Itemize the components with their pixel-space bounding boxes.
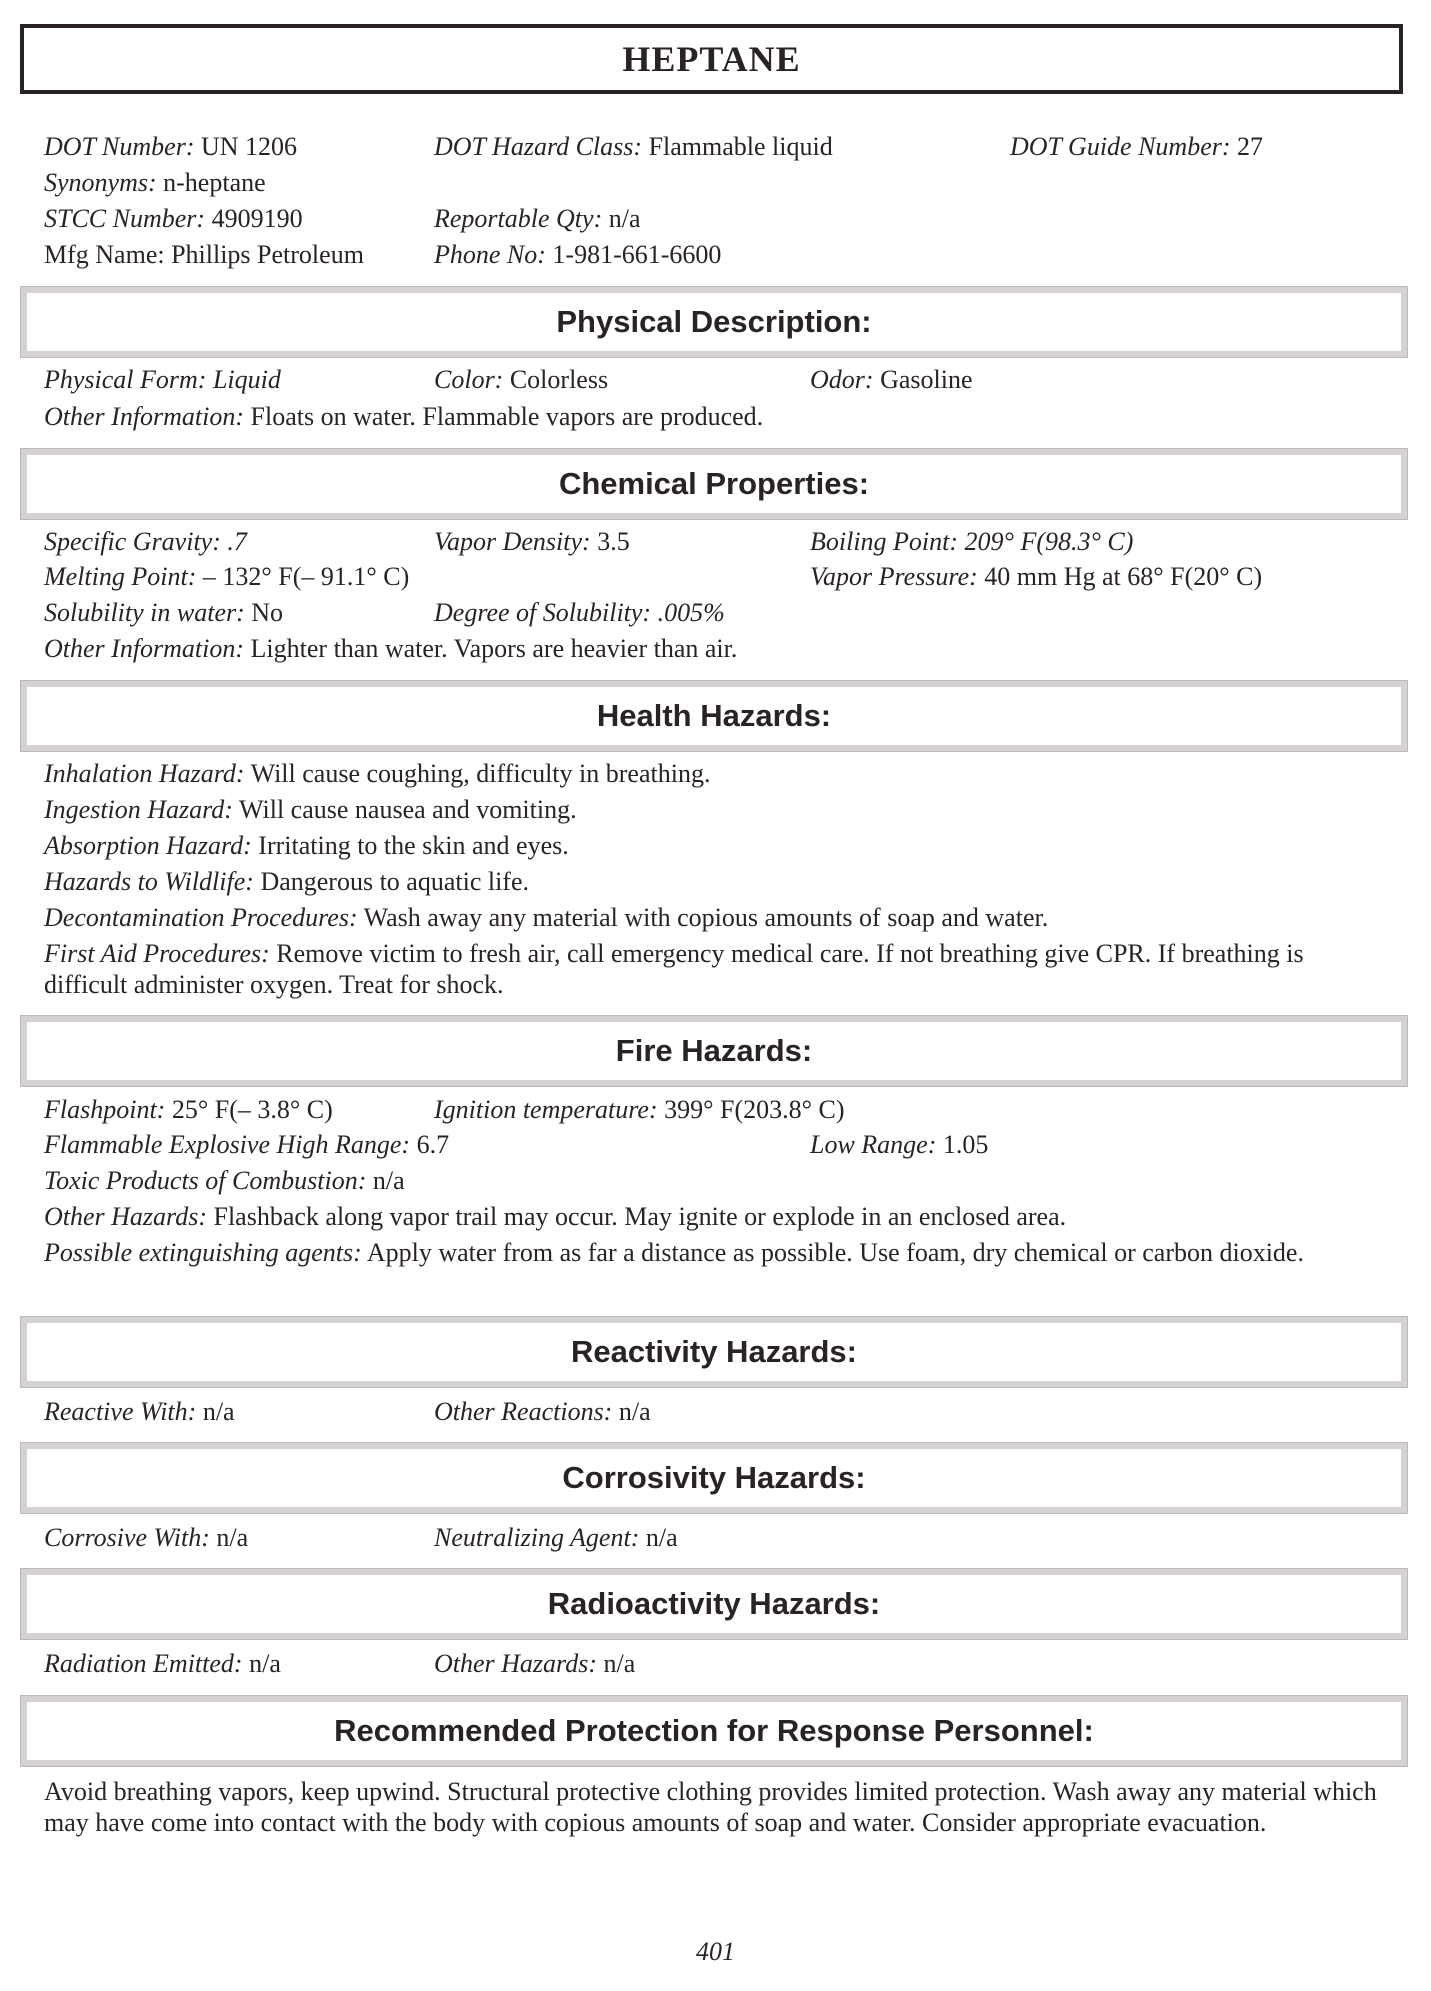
protection-heading: Recommended Protection for Response Personnel: [20,1695,1408,1767]
reportable-qty: Reportable Qty: n/a [434,204,641,233]
protection-text: Avoid breathing vapors, keep upwind. Structural protective clothing provides limited protection. Wash away any material which may have come into contact with the body with copious amounts of soap and water. Consider appropriate evacuation. [44,1777,1377,1837]
first-aid-procedures: First Aid Procedures: Remove victim to fresh air, call emergency medical care. If not breathing give CPR. If breathing is difficult administer oxygen. Treat for shock. [44,939,1304,999]
phone-number: Phone No: 1-981-661-6600 [434,240,722,269]
extinguishing-agents: Possible extinguishing agents: Apply water from as far a distance as possible. Use foam, dry chemical or carbon dioxide. [44,1238,1304,1267]
flashpoint: Flashpoint: 25° F(– 3.8° C) [44,1095,333,1124]
vapor-density: Vapor Density: 3.5 [434,527,630,556]
mfg-name: Mfg Name: Phillips Petroleum [44,240,364,269]
physical-form: Physical Form: Liquid [44,365,281,394]
boiling-point: Boiling Point: 209° F(98.3° C) [810,527,1134,556]
health-hazards-heading: Health Hazards: [20,680,1408,752]
reactivity-hazards-heading: Reactivity Hazards: [20,1316,1408,1388]
chemical-properties-heading: Chemical Properties: [20,448,1408,520]
hazards-to-wildlife: Hazards to Wildlife: Dangerous to aquatic life. [44,867,530,896]
synonyms: Synonyms: n-heptane [44,168,266,197]
ingestion-hazard: Ingestion Hazard: Will cause nausea and vomiting. [44,795,577,824]
neutralizing-agent: Neutralizing Agent: n/a [434,1523,678,1552]
physical-description-heading: Physical Description: [20,286,1408,358]
page-number: 401 [696,1937,735,1966]
odor: Odor: Gasoline [810,365,973,394]
low-range: Low Range: 1.05 [810,1130,989,1159]
other-reactions: Other Reactions: n/a [434,1397,651,1426]
radiation-emitted: Radiation Emitted: n/a [44,1649,281,1678]
degree-of-solubility: Degree of Solubility: .005% [434,598,725,627]
radioactivity-hazards-heading: Radioactivity Hazards: [20,1568,1408,1640]
stcc-number: STCC Number: 4909190 [44,204,303,233]
title-box [20,24,1403,94]
corrosive-with: Corrosive With: n/a [44,1523,249,1552]
dot-number: DOT Number: UN 1206 [44,132,298,161]
toxic-products-of-combustion: Toxic Products of Combustion: n/a [44,1166,405,1195]
corrosivity-hazards-heading: Corrosivity Hazards: [20,1442,1408,1514]
other-radio-hazards: Other Hazards: n/a [434,1649,636,1678]
inhalation-hazard: Inhalation Hazard: Will cause coughing, difficulty in breathing. [44,759,711,788]
reactive-with: Reactive With: n/a [44,1397,235,1426]
other-fire-hazards: Other Hazards: Flashback along vapor trail may occur. May ignite or explode in an enclosed area. [44,1202,1067,1231]
ignition-temperature: Ignition temperature: 399° F(203.8° C) [434,1095,845,1124]
flammable-high-range: Flammable Explosive High Range: 6.7 [44,1130,450,1159]
vapor-pressure: Vapor Pressure: 40 mm Hg at 68° F(20° C) [810,562,1263,591]
decontamination-procedures: Decontamination Procedures: Wash away any material with copious amounts of soap and water. [44,903,1049,932]
color: Color: Colorless [434,365,609,394]
absorption-hazard: Absorption Hazard: Irritating to the skin and eyes. [44,831,569,860]
specific-gravity: Specific Gravity: .7 [44,527,247,556]
solubility-in-water: Solubility in water: No [44,598,284,627]
dot-hazard-class: DOT Hazard Class: Flammable liquid [434,132,833,161]
fire-hazards-heading: Fire Hazards: [20,1015,1408,1087]
melting-point: Melting Point: – 132° F(– 91.1° C) [44,562,410,591]
page-title: HEPTANE [622,39,801,79]
chemical-other-information: Other Information: Lighter than water. Vapors are heavier than air. [44,634,738,663]
physical-other-information: Other Information: Floats on water. Flammable vapors are produced. [44,402,764,431]
dot-guide-number: DOT Guide Number: 27 [1010,132,1264,161]
